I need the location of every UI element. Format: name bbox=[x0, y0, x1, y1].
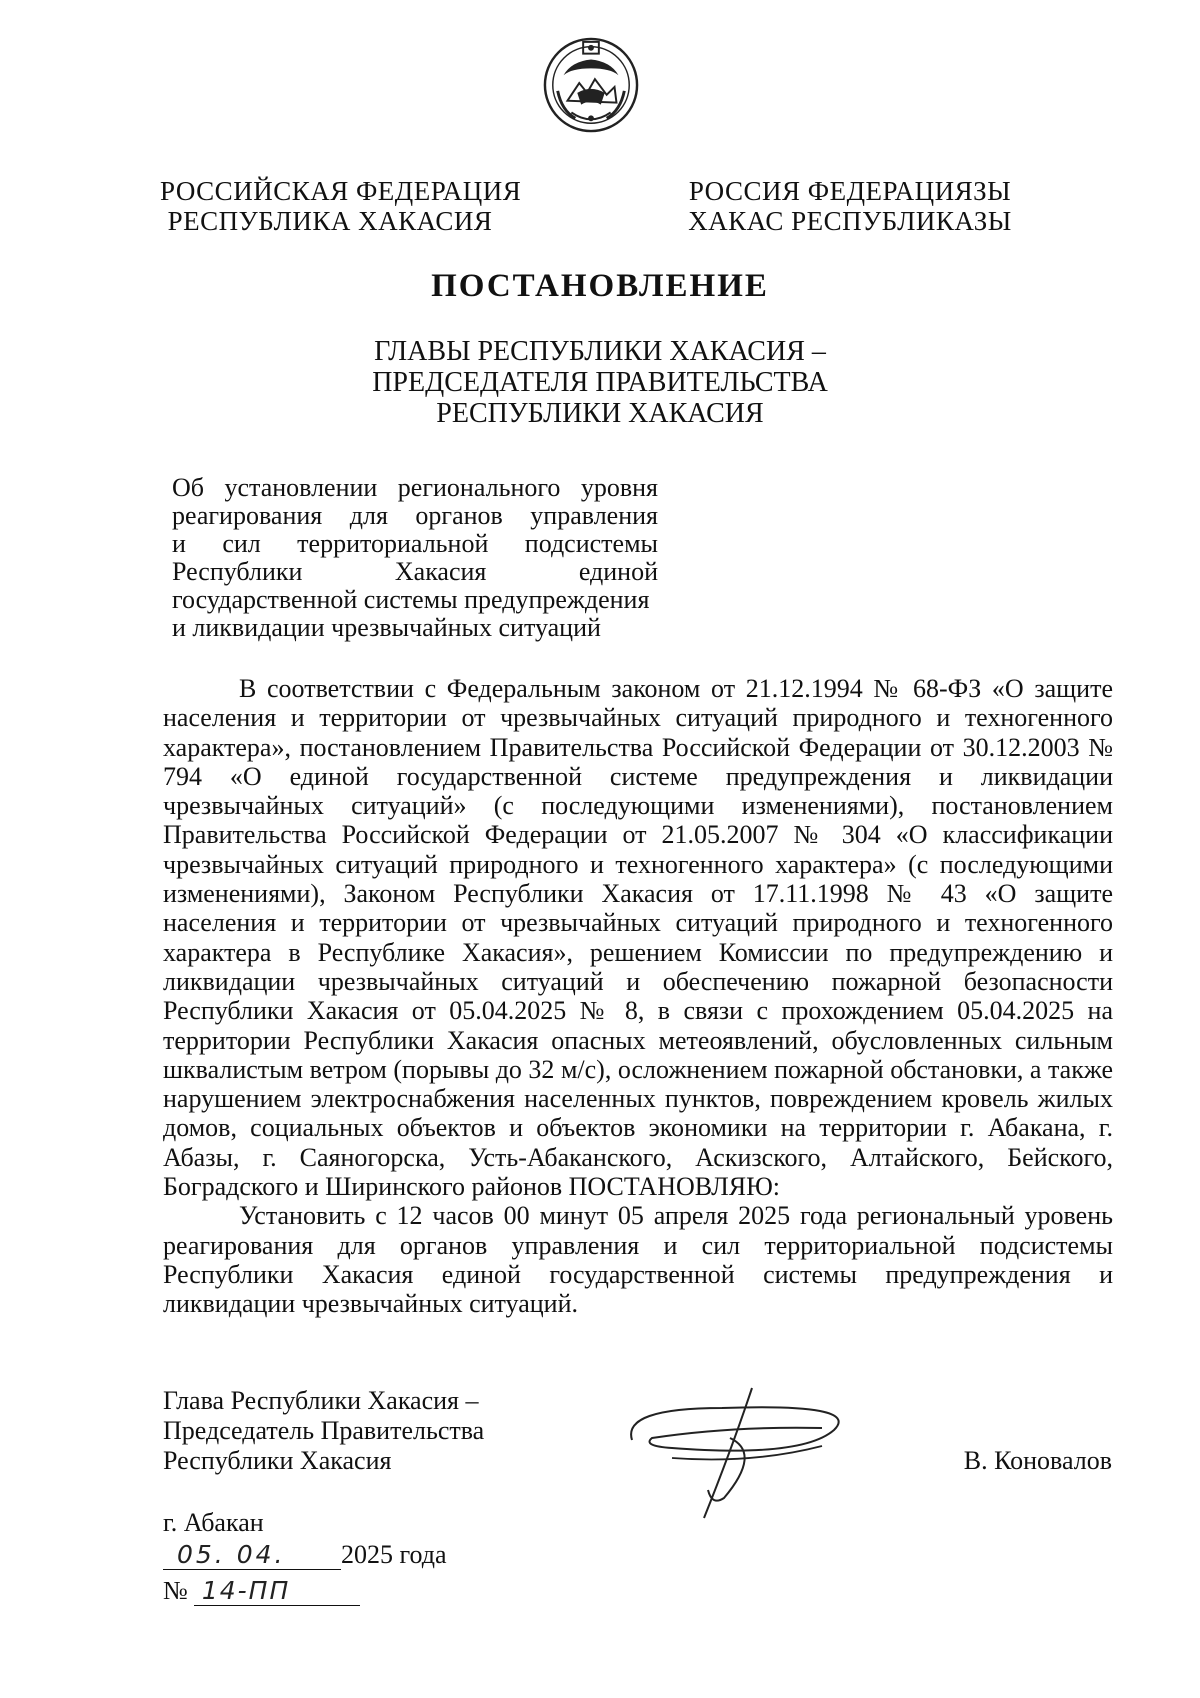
subject-line-3: и сил территориальной подсистемы bbox=[172, 529, 658, 558]
subject-line-2: реагирования для органов управления bbox=[172, 501, 658, 530]
header-right-line-1: РОССИЯ ФЕДЕРАЦИЯЗЫ bbox=[688, 176, 1012, 206]
issuer-line-1: ГЛАВЫ РЕСПУБЛИКИ ХАКАСИЯ – bbox=[374, 336, 826, 367]
issuer-block bbox=[0, 336, 1200, 429]
subject-line-4: Республики Хакасия единой bbox=[172, 557, 658, 586]
header-right-line-2: ХАКАС РЕСПУБЛИКАЗЫ bbox=[688, 206, 1012, 236]
document-number bbox=[163, 1576, 360, 1606]
coat-of-arms-emblem bbox=[542, 36, 640, 134]
handwritten-number: 14-ПП bbox=[194, 1576, 360, 1606]
handwritten-date: 05. 04. bbox=[163, 1540, 341, 1570]
handwritten-signature bbox=[612, 1378, 912, 1528]
signatory-title-line-1: Глава Республики Хакасия – bbox=[163, 1386, 479, 1415]
document-place: г. Абакан bbox=[163, 1508, 264, 1537]
header-left-line-1: РОССИЙСКАЯ ФЕДЕРАЦИЯ bbox=[160, 176, 522, 206]
header-left bbox=[160, 176, 522, 236]
issuer-line-3: РЕСПУБЛИКИ ХАКАСИЯ bbox=[436, 398, 764, 429]
subject-line-5: государственной системы предупреждения bbox=[172, 585, 650, 614]
header-left-line-2: РЕСПУБЛИКА ХАКАСИЯ bbox=[167, 206, 493, 236]
date-suffix: 2025 года bbox=[341, 1540, 447, 1569]
subject-line-1: Об установлении регионального уровня bbox=[172, 473, 658, 502]
signatory-title-line-2: Председатель Правительства bbox=[163, 1416, 485, 1445]
body-paragraph-2: Установить с 12 часов 00 минут 05 апреля 2025 года региональный уровень реагирования для органов управления и сил территориальной подсистемы Республики Хакасия единой государственной системы предупреждения и ликвидации чрезвычайных ситуаций. bbox=[163, 1201, 1113, 1319]
issuer-line-2: ПРЕДСЕДАТЕЛЯ ПРАВИТЕЛЬСТВА bbox=[372, 367, 828, 398]
signatory-title bbox=[163, 1386, 484, 1476]
document-title: ПОСТАНОВЛЕНИЕ bbox=[431, 268, 769, 304]
signatory-title-line-3: Республики Хакасия bbox=[163, 1446, 392, 1475]
number-prefix: № bbox=[163, 1576, 188, 1605]
header-right bbox=[680, 176, 1020, 236]
document-body bbox=[163, 674, 1113, 1319]
document-date bbox=[163, 1540, 447, 1574]
body-paragraph-1: В соответствии с Федеральным законом от 21.12.1994 № 68-ФЗ «О защите населения и территории от чрезвычайных ситуаций природного и техногенного характера», постановлением Правительства Российской Федерации от 30.12.2003 № 794 «О единой государственной системе предупреждения и ликвидации чрезвычайных ситуаций» (с последующими изменениями), постановлением Правительства Российской Федерации от 21.05.2007 № 304 «О классификации чрезвычайных ситуаций природного и техногенного характера» (с последующими изменениями), Законом Республики Хакасия от 17.11.1998 № 43 «О защите населения и территории от чрезвычайных ситуаций природного и техногенного характера в Республике Хакасия», решением Комиссии по предупреждению и ликвидации чрезвычайных ситуаций и обеспечению пожарной безопасности Республики Хакасия от 05.04.2025 № 8, в связи с прохождением 05.04.2025 на территории Республики Хакасия опасных метеоявлений, обусловленных сильным шквалистым ветром (порывы до 32 м/с), осложнением пожарной обстановки, а также нарушением электроснабжения населенных пунктов, повреждением кровель жилых домов, социальных объектов и объектов экономики на территории г. Абакана, г. Абазы, г. Саяногорска, Усть-Абаканского, Аскизского, Алтайского, Бейского, Боградского и Ширинского районов ПОСТАНОВЛЯЮ: bbox=[163, 674, 1113, 1202]
subject-block bbox=[172, 474, 658, 642]
signatory-name: В. Коновалов bbox=[963, 1446, 1112, 1475]
subject-line-6: и ликвидации чрезвычайных ситуаций bbox=[172, 613, 601, 642]
